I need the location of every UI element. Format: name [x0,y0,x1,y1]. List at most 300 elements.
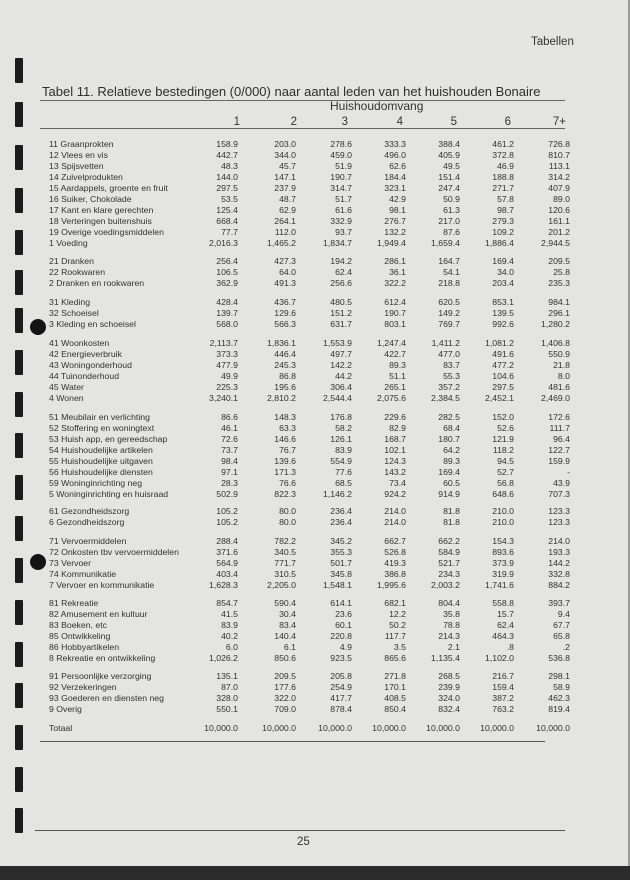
cell-value: 357.2 [438,382,460,392]
cell-value: 550.1 [216,704,238,714]
cell-value: 590.4 [274,598,296,608]
table-row [0,693,630,704]
cell-value: 328.0 [216,693,238,703]
cell-value: 34.0 [497,267,514,277]
cell-value: 151.4 [438,172,460,182]
cell-value: 139.6 [274,456,296,466]
cell-value: 373.3 [216,349,238,359]
cell-value: 9.4 [557,609,570,619]
cell-value: 62.4 [497,620,514,630]
cell-value: 158.9 [216,139,238,149]
cell-value: 850.6 [274,653,296,663]
cell-value: 57.8 [497,194,514,204]
cell-value: 126.1 [330,434,352,444]
cell-value: 298.1 [548,671,570,681]
cell-value: 2,452.1 [485,393,514,403]
cell-value: 203.4 [492,278,514,288]
cell-value: 68.5 [335,478,352,488]
cell-value: 78.8 [443,620,460,630]
cell-value: 10,000.0 [536,723,570,733]
cell-value: 682.1 [384,598,406,608]
cell-value: 23.6 [335,609,352,619]
cell-value: 462.3 [548,693,570,703]
cell-value: 210.0 [492,506,514,516]
table-row [0,547,630,558]
cell-value: 122.7 [548,445,570,455]
row-label: 44 Tuinonderhoud [49,371,120,381]
row-label: 73 Vervoer [49,558,92,568]
table-title: Tabel 11. Relatieve bestedingen (0/000) naar aantal leden van het huishouden Bonaire [42,84,541,99]
cell-value: .8 [506,642,514,652]
cell-value: 220.8 [330,631,352,641]
cell-value: 407.9 [548,183,570,193]
cell-value: 10,000.0 [318,723,352,733]
cell-value: 51.7 [335,194,352,204]
cell-value: 97.1 [221,467,238,477]
cell-value: 102.1 [384,445,406,455]
table-row [0,598,630,609]
cell-value: 51.9 [335,161,352,171]
row-label: 82 Amusement en kultuur [49,609,148,619]
cell-value: 56.8 [497,478,514,488]
cell-value: 89.3 [443,456,460,466]
cell-value: 209.5 [274,671,296,681]
cell-value: 190.7 [384,308,406,318]
cell-value: 214.0 [384,517,406,527]
cell-value: 86.6 [221,412,238,422]
row-label: 15 Aardappels, groente en fruit [49,183,168,193]
cell-value: 332.9 [330,216,352,226]
cell-value: 442.7 [216,150,238,160]
table-row [0,297,630,308]
cell-value: 1,465.2 [267,238,296,248]
cell-value: 2,544.4 [323,393,352,403]
column-group-header: Huishoudomvang [330,99,424,113]
cell-value: 214.0 [548,536,570,546]
cell-value: 1,834.7 [323,238,352,248]
cell-value: 387.2 [492,693,514,703]
row-label: 81 Rekreatie [49,598,99,608]
table-row [0,172,630,183]
row-label: 54 Huishoudelijke artikelen [49,445,153,455]
binder-slot [15,725,23,750]
cell-value: 344.0 [274,150,296,160]
binder-slot [15,475,23,500]
table-row [0,349,630,360]
cell-value: 209.5 [548,256,570,266]
cell-value: 61.6 [335,205,352,215]
cell-value: 40.2 [221,631,238,641]
cell-value: 180.7 [438,434,460,444]
row-label: 32 Schoeisel [49,308,99,318]
cell-value: 80.0 [279,517,296,527]
cell-value: 497.7 [330,349,352,359]
cell-value: 121.9 [492,434,514,444]
cell-value: 77.6 [335,467,352,477]
cell-value: 117.7 [384,631,406,641]
cell-value: 865.6 [384,653,406,663]
binder-slot [15,600,23,625]
cell-value: 1,081.2 [485,338,514,348]
cell-value: 536.8 [548,653,570,663]
cell-value: 93.7 [335,227,352,237]
table-row [0,238,630,249]
cell-value: 1,146.2 [323,489,352,499]
cell-value: 491.6 [492,349,514,359]
cell-value: 477.0 [438,349,460,359]
row-label: 92 Verzekeringen [49,682,117,692]
cell-value: 50.2 [389,620,406,630]
cell-value: 428.4 [216,297,238,307]
cell-value: 10,000.0 [204,723,238,733]
cell-value: 45.7 [279,161,296,171]
cell-value: 878.4 [330,704,352,714]
cell-value: 76.6 [279,478,296,488]
binder-slot [15,642,23,667]
cell-value: 10,000.0 [372,723,406,733]
cell-value: 709.0 [274,704,296,714]
cell-value: 256.4 [216,256,238,266]
table-row [0,216,630,227]
cell-value: 48.3 [221,161,238,171]
row-label: 55 Huishoudelijke uitgaven [49,456,153,466]
table-row [0,682,630,693]
cell-value: 707.3 [548,489,570,499]
row-label: 7 Vervoer en kommunikatie [49,580,155,590]
cell-value: 2,384.5 [431,393,460,403]
cell-value: 62.9 [279,205,296,215]
punch-hole [30,554,46,570]
cell-value: 1,995.6 [377,580,406,590]
cell-value: 73.4 [389,478,406,488]
binder-slot [15,558,23,583]
cell-value: 6.1 [283,642,296,652]
cell-value: 1,659.4 [431,238,460,248]
cell-value: 76.7 [279,445,296,455]
cell-value: 154.3 [492,536,514,546]
cell-value: 43.9 [553,478,570,488]
cell-value: 143.2 [384,467,406,477]
cell-value: 264.1 [274,216,296,226]
cell-value: 171.3 [274,467,296,477]
cell-value: 403.4 [216,569,238,579]
table-row [0,478,630,489]
row-label: 74 Kommunikatie [49,569,117,579]
cell-value: 271.7 [492,183,514,193]
cell-value: 172.6 [548,412,570,422]
cell-value: 614.1 [330,598,352,608]
cell-value: 461.2 [492,139,514,149]
binder-slot [15,683,23,708]
cell-value: 319.9 [492,569,514,579]
row-label: 5 Woninginrichting en huisraad [49,489,169,499]
cell-value: 120.6 [548,205,570,215]
row-label: 43 Woningonderhoud [49,360,132,370]
cell-value: 139.7 [216,308,238,318]
cell-value: 631.7 [330,319,352,329]
cell-value: 237.9 [274,183,296,193]
cell-value: 803.1 [384,319,406,329]
cell-value: 113.1 [548,161,570,171]
cell-value: 1,741.6 [485,580,514,590]
cell-value: 105.2 [216,506,238,516]
cell-value: 446.4 [274,349,296,359]
row-label: 41 Woonkosten [49,338,110,348]
cell-value: 83.7 [443,360,460,370]
binder-slot [15,270,23,295]
cell-value: 345.2 [330,536,352,546]
cell-value: 3.5 [393,642,406,652]
cell-value: 123.3 [548,506,570,516]
binder-slot [15,808,23,833]
binder-slot [15,188,23,213]
cell-value: 28.3 [221,478,238,488]
row-label: 71 Vervoermiddelen [49,536,127,546]
cell-value: 109.2 [492,227,514,237]
cell-value: 239.9 [438,682,460,692]
cell-value: 1,628.3 [209,580,238,590]
cell-value: 139.5 [492,308,514,318]
table-row [0,139,630,150]
cell-value: 86.8 [279,371,296,381]
cell-value: 763.2 [492,704,514,714]
cell-value: 297.5 [492,382,514,392]
cell-value: 194.2 [330,256,352,266]
scan-background [0,866,630,880]
cell-value: 923.5 [330,653,352,663]
cell-value: 49.9 [221,371,238,381]
row-label: 51 Meubilair en verlichting [49,412,150,422]
cell-value: 810.7 [548,150,570,160]
cell-value: 2,113.7 [209,338,238,348]
row-label: 45 Water [49,382,84,392]
binder-slot [15,145,23,170]
row-label: 19 Overige voedingsmiddelen [49,227,164,237]
cell-value: 2.1 [447,642,460,652]
table-row [0,445,630,456]
cell-value: 333.3 [384,139,406,149]
cell-value: 310.5 [274,569,296,579]
cell-value: 4.9 [339,642,352,652]
cell-value: 371.6 [216,547,238,557]
binder-slot [15,230,23,255]
cell-value: 159.9 [548,456,570,466]
cell-value: 60.1 [335,620,352,630]
cell-value: 52.6 [497,423,514,433]
cell-value: 1,026.2 [209,653,238,663]
row-label: 72 Onkosten tbv vervoermiddelen [49,547,179,557]
cell-value: 314.2 [548,172,570,182]
section-header: Tabellen [531,36,574,48]
row-label: 21 Dranken [49,256,94,266]
cell-value: 1,280.2 [541,319,570,329]
cell-value: 558.8 [492,598,514,608]
row-label: 16 Suiker, Chokolade [49,194,132,204]
cell-value: 992.6 [492,319,514,329]
cell-value: 372.8 [492,150,514,160]
table-row [0,393,630,404]
cell-value: 161.1 [548,216,570,226]
cell-value: 135.1 [216,671,238,681]
binder-slot [15,102,23,127]
cell-value: 176.8 [330,412,352,422]
cell-value: 205.8 [330,671,352,681]
cell-value: 83.9 [221,620,238,630]
cell-value: 73.7 [221,445,238,455]
cell-value: 164.7 [438,256,460,266]
cell-value: 782.2 [274,536,296,546]
cell-value: 144.2 [548,558,570,568]
cell-value: 1,406.8 [541,338,570,348]
cell-value: 854.7 [216,598,238,608]
cell-value: 288.4 [216,536,238,546]
table-row [0,412,630,423]
row-label: Totaal [49,723,73,733]
cell-value: 822.3 [274,489,296,499]
cell-value: 125.4 [216,205,238,215]
cell-value: 771.7 [274,558,296,568]
row-label: 4 Wonen [49,393,84,403]
cell-value: 464.3 [492,631,514,641]
cell-value: 1,553.9 [323,338,352,348]
row-label: 52 Stoffering en woningtext [49,423,155,433]
cell-value: - [567,467,570,477]
cell-value: 216.7 [492,671,514,681]
cell-value: 44.2 [335,371,352,381]
cell-value: 1,247.4 [377,338,406,348]
cell-value: 1,548.1 [323,580,352,590]
cell-value: 111.7 [549,423,570,433]
cell-value: 72.6 [221,434,238,444]
cell-value: 177.6 [274,682,296,692]
row-label: 17 Kant en klare gerechten [49,205,154,215]
cell-value: 271.8 [384,671,406,681]
cell-value: 201.2 [548,227,570,237]
footer-rule [35,830,565,831]
cell-value: 142.2 [330,360,352,370]
cell-value: 35.8 [443,609,460,619]
cell-value: 81.8 [443,517,460,527]
cell-value: 10,000.0 [426,723,460,733]
cell-value: 80.0 [279,506,296,516]
cell-value: 58.2 [335,423,352,433]
table-row [0,489,630,500]
cell-value: 612.4 [384,297,406,307]
row-label: 22 Rookwaren [49,267,106,277]
cell-value: 477.9 [216,360,238,370]
column-header: 5 [450,116,457,128]
cell-value: 10,000.0 [480,723,514,733]
cell-value: 10,000.0 [262,723,296,733]
cell-value: 554.9 [330,456,352,466]
cell-value: 236.4 [330,517,352,527]
cell-value: 256.6 [330,278,352,288]
table-row [0,319,630,330]
cell-value: 819.4 [548,704,570,714]
cell-value: 245.3 [274,360,296,370]
cell-value: 1,102.0 [485,653,514,663]
cell-value: 152.0 [492,412,514,422]
cell-value: 662.7 [384,536,406,546]
table-row [0,423,630,434]
cell-value: 345.8 [330,569,352,579]
cell-value: 2,003.2 [431,580,460,590]
cell-value: 67.7 [553,620,570,630]
cell-value: 62.6 [389,161,406,171]
cell-value: 853.1 [492,297,514,307]
cell-value: 87.6 [443,227,460,237]
row-label: 91 Persoonlijke verzorging [49,671,152,681]
cell-value: 884.2 [548,580,570,590]
cell-value: 584.9 [438,547,460,557]
cell-value: 21.8 [553,360,570,370]
cell-value: 481.6 [548,382,570,392]
row-label: 8 Rekreatie en ontwikkeling [49,653,156,663]
cell-value: 2,944.5 [541,238,570,248]
binder-slot [15,433,23,458]
cell-value: 436.7 [274,297,296,307]
page-number: 25 [297,836,310,848]
title-rule [40,100,565,101]
cell-value: 3,240.1 [209,393,238,403]
cell-value: 405.9 [438,150,460,160]
total-rule [40,741,545,742]
table-row [0,338,630,349]
cell-value: 254.9 [330,682,352,692]
cell-value: 214.3 [438,631,460,641]
table-row [0,517,630,528]
table-row [0,183,630,194]
table-row [0,609,630,620]
column-header: 6 [504,116,511,128]
cell-value: 123.3 [548,517,570,527]
cell-value: 169.4 [438,467,460,477]
cell-value: 804.4 [438,598,460,608]
table-row [0,267,630,278]
binder-slot [15,767,23,792]
cell-value: 2,469.0 [541,393,570,403]
cell-value: 6.0 [225,642,238,652]
column-header: 7+ [552,116,566,128]
row-label: 86 Hobbyartikelen [49,642,120,652]
table-row [0,371,630,382]
cell-value: 278.6 [330,139,352,149]
table-row [0,704,630,715]
cell-value: 77.7 [221,227,238,237]
cell-value: 225.3 [216,382,238,392]
cell-value: 924.2 [384,489,406,499]
cell-value: 235.3 [548,278,570,288]
cell-value: 276.7 [384,216,406,226]
table-row [0,620,630,631]
row-label: 2 Dranken en rookwaren [49,278,145,288]
cell-value: 1,135.4 [431,653,460,663]
table-row [0,642,630,653]
cell-value: 314.7 [330,183,352,193]
cell-value: 286.1 [384,256,406,266]
row-label: 3 Kleding en schoeisel [49,319,136,329]
row-label: 12 Vlees en vis [49,150,108,160]
cell-value: 41.5 [221,609,238,619]
cell-value: 50.9 [443,194,460,204]
binder-slot [15,392,23,417]
cell-value: 501.7 [330,558,352,568]
cell-value: 620.5 [438,297,460,307]
cell-value: 112.0 [274,227,296,237]
row-label: 18 Verteringen buitenshuis [49,216,152,226]
cell-value: 68.4 [443,423,460,433]
cell-value: 98.7 [497,205,514,215]
